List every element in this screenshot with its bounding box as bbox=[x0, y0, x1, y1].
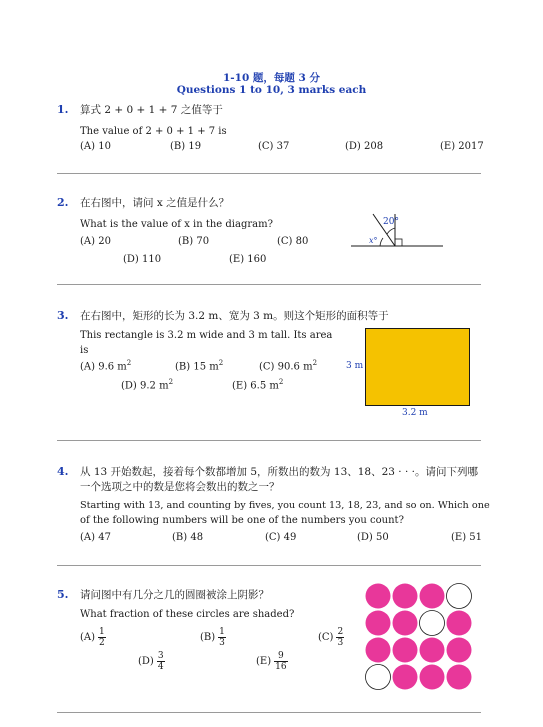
question-5-text-en: What fraction of these circles are shaded? bbox=[80, 609, 295, 620]
question-2-option-d[interactable]: (D) 110 bbox=[123, 254, 162, 265]
shaded-circle bbox=[420, 638, 445, 663]
rectangle-diagram bbox=[365, 328, 470, 406]
question-1-option-a[interactable]: (A) 10 bbox=[80, 141, 111, 152]
shaded-circle bbox=[420, 665, 445, 690]
unshaded-circle bbox=[420, 611, 445, 636]
question-3-option-b[interactable]: (B) 15 $m^2$ bbox=[175, 359, 224, 373]
shaded-circle bbox=[420, 584, 445, 609]
divider bbox=[57, 440, 481, 441]
shaded-circle bbox=[393, 611, 418, 636]
question-4-option-b[interactable]: (B) 48 bbox=[172, 532, 204, 543]
shaded-circle bbox=[366, 638, 391, 663]
question-2-number: 2. bbox=[57, 196, 69, 209]
shaded-circle bbox=[393, 584, 418, 609]
question-3-text-zh: 在右图中，矩形的长为 3.2 m、宽为 3 m。则这个矩形的面积等于 bbox=[80, 310, 389, 322]
unshaded-circle bbox=[447, 584, 472, 609]
question-4-text-en-line1: Starting with 13, and counting by fives, you count 13, 18, 23, and so on. Which one bbox=[80, 500, 490, 511]
divider bbox=[57, 565, 481, 566]
question-4-option-d[interactable]: (D) 50 bbox=[357, 532, 389, 543]
rectangle-height-label: 3 m bbox=[346, 361, 364, 371]
divider bbox=[57, 284, 481, 285]
question-5-text-zh: 请问图中有几分之几的圆圈被涂上阴影？ bbox=[80, 589, 269, 601]
header-title-en: Questions 1 to 10, 3 marks each bbox=[176, 84, 367, 96]
question-5-option-d[interactable]: (D) $\frac{3}{4}$ bbox=[138, 651, 164, 672]
shaded-circle bbox=[447, 638, 472, 663]
shaded-circle bbox=[366, 611, 391, 636]
question-3-option-d[interactable]: (D) 9.2 $m^2$ bbox=[121, 378, 174, 392]
question-2-option-b[interactable]: (B) 70 bbox=[178, 236, 210, 247]
question-4-option-e[interactable]: (E) 51 bbox=[451, 532, 483, 543]
divider bbox=[57, 173, 481, 174]
question-5-option-e[interactable]: (E) $\frac{9}{16}$ bbox=[256, 651, 287, 672]
question-3-text-en: This rectangle is 3.2 m wide and 3 m tall. Its area is bbox=[80, 330, 333, 356]
question-5-option-c[interactable]: (C) $\frac{2}{3}$ bbox=[318, 627, 344, 648]
angle-label-x: x° bbox=[369, 236, 378, 245]
question-1-option-d[interactable]: (D) 208 bbox=[345, 141, 384, 152]
rectangle-width-label: 3.2 m bbox=[402, 408, 428, 418]
divider bbox=[57, 712, 481, 713]
question-1-option-e[interactable]: (E) 2017 bbox=[440, 141, 484, 152]
question-2-option-e[interactable]: (E) 160 bbox=[229, 254, 267, 265]
question-5-number: 5. bbox=[57, 588, 69, 601]
unshaded-circle bbox=[366, 665, 391, 690]
question-5-option-b[interactable]: (B) $\frac{1}{3}$ bbox=[200, 627, 225, 648]
question-4-text-zh-line1: 从 13 开始数起，接着每个数都增加 5，所数出的数为 13、18、23 · · ·。请问下列哪 bbox=[80, 466, 478, 478]
header-title-zh: 1-10 题，每题 3 分 bbox=[222, 72, 321, 84]
question-5-option-a[interactable]: (A) $\frac{1}{2}$ bbox=[80, 627, 105, 648]
question-2-option-a[interactable]: (A) 20 bbox=[80, 236, 111, 247]
question-1-option-c[interactable]: (C) 37 bbox=[258, 141, 290, 152]
circle-grid-diagram bbox=[364, 582, 476, 694]
angle-diagram bbox=[347, 208, 447, 253]
question-4-text-zh-line2: 一个选项之中的数是您将会数出的数之一？ bbox=[80, 481, 280, 493]
question-3-option-e[interactable]: (E) 6.5 $m^2$ bbox=[232, 378, 284, 392]
question-2-option-c[interactable]: (C) 80 bbox=[277, 236, 309, 247]
question-3-number: 3. bbox=[57, 309, 69, 322]
question-3-option-c[interactable]: (C) 90.6 $m^2$ bbox=[259, 359, 318, 373]
shaded-circle bbox=[366, 584, 391, 609]
shaded-circle bbox=[393, 665, 418, 690]
shaded-circle bbox=[447, 611, 472, 636]
angle-label-20: 20° bbox=[383, 217, 399, 227]
question-1-number: 1. bbox=[57, 103, 69, 116]
question-4-number: 4. bbox=[57, 465, 69, 478]
question-4-option-a[interactable]: (A) 47 bbox=[80, 532, 111, 543]
question-1-option-b[interactable]: (B) 19 bbox=[170, 141, 202, 152]
question-2-text-en: What is the value of x in the diagram? bbox=[80, 219, 273, 230]
question-3-option-a[interactable]: (A) 9.6 $m^2$ bbox=[80, 359, 132, 373]
shaded-circle bbox=[447, 665, 472, 690]
question-1-text-en: The value of 2 + 0 + 1 + 7 is bbox=[80, 126, 227, 137]
question-4-option-c[interactable]: (C) 49 bbox=[265, 532, 297, 543]
question-2-text-zh: 在右图中，请问 x 之值是什么？ bbox=[80, 197, 230, 209]
question-1-text-zh: 算式 2 + 0 + 1 + 7 之值等于 bbox=[80, 104, 223, 116]
question-4-text-en-line2: of the following numbers will be one of the numbers you count? bbox=[80, 515, 404, 526]
shaded-circle bbox=[393, 638, 418, 663]
